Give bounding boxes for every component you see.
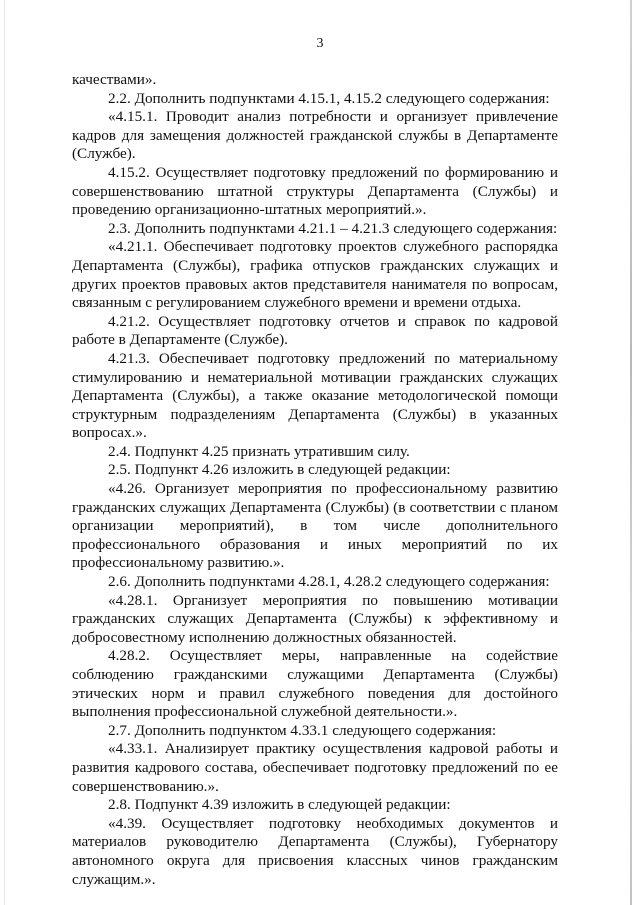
scan-edge-right (630, 0, 632, 905)
paragraph: «4.33.1. Анализирует практику осуществления кадровой работы и развития кадрового состава, обеспечивает подготовку предложений по ее совершенствованию.». (72, 740, 558, 795)
paragraph: «4.26. Организует мероприятия по профессиональному развитию гражданских служащих Департамента (Службы) (в соответствии с планом организации мероприятий), в том числе дополнительного профессионального образования и иных мероприятий по их профессиональному развитию.». (72, 480, 558, 572)
paragraph: «4.28.1. Организует мероприятия по повышению мотивации гражданских служащих Департамента (Службы) к эффективному и добросовестному исполнению должностных обязанностей. (72, 591, 558, 646)
paragraph: «4.15.1. Проводит анализ потребности и организует привлечение кадров для замещения должностей гражданской службы в Департаменте (Службе). (72, 108, 558, 163)
paragraph: «4.39. Осуществляет подготовку необходимых документов и материалов руководителю Департамента (Службы), Губернатору автономного округа для присвоения классных чинов гражданским служащим.». (72, 814, 558, 888)
paragraph: качествами». (72, 71, 157, 88)
paragraph: 2.5. Подпункт 4.26 изложить в следующей редакции: (108, 461, 451, 479)
paragraph: 2.7. Дополнить подпунктом 4.33.1 следующего содержания: (108, 721, 497, 739)
paragraph: 2.2. Дополнить подпунктами 4.15.1, 4.15.2 следующего содержания: (108, 89, 550, 107)
paragraph: 2.8. Подпункт 4.39 изложить в следующей редакции: (108, 796, 451, 814)
paragraph: 2.4. Подпункт 4.25 признать утратившим силу. (108, 442, 410, 460)
paragraph: 2.3. Дополнить подпунктами 4.21.1 – 4.21.3 следующего содержания: (108, 219, 558, 237)
paragraph: 4.21.2. Осуществляет подготовку отчетов и справок по кадровой работе в Департаменте (Службе). (72, 312, 558, 349)
paragraph: «4.21.1. Обеспечивает подготовку проектов служебного распорядка Департамента (Службы), графика отпусков гражданских служащих и других проектов правовых актов представителя нанимателя по вопросам, связанным с регулированием служебного времени и времени отдыха. (72, 238, 558, 312)
paragraph: 4.21.3. Обеспечивает подготовку предложений по материальному стимулированию и нематериальной мотивации гражданских служащих Департамента (Службы), а также оказание методологической помощи структурным подразделениям Департамента (Службы) в указанных вопросах.». (72, 349, 558, 442)
scan-edge-left (4, 0, 5, 905)
paragraph: 2.6. Дополнить подпунктами 4.28.1, 4.28.2 следующего содержания: (108, 573, 550, 591)
page-number: 3 (316, 36, 324, 51)
paragraph: 4.28.2. Осуществляет меры, направленные на содействие соблюдению гражданскими служащими Департамента (Службы) этических норм и правил служебного поведения для достойного выполнения профессиональной служебной деятельности.». (72, 647, 558, 721)
paragraph: 4.15.2. Осуществляет подготовку предложений по формированию и совершенствованию штатной структуры Департамента (Службы) и проведению организационно-штатных мероприятий.». (72, 163, 558, 219)
document-body (72, 71, 558, 889)
